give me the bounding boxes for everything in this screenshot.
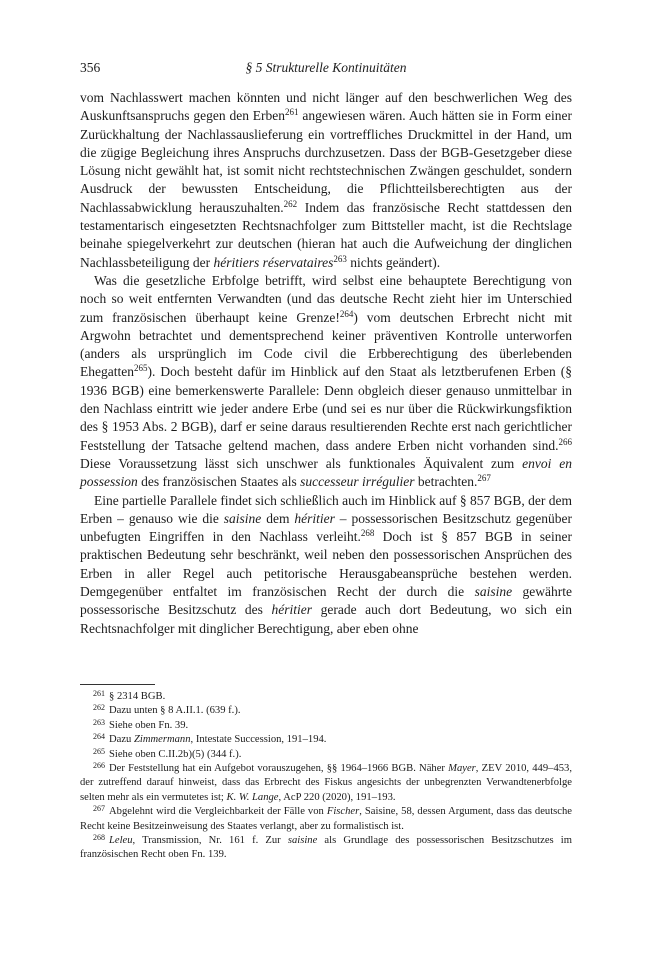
footnote-text [80, 835, 572, 860]
text-run: , Transmission, Nr. 161 f. Zur [132, 835, 288, 847]
text-run: Was die gesetzliche Erbfolge betrifft, wird selbst eine behauptete Berechtigung von noch so weit entfernten Verwandten (und das deutsche Recht zieht hier im Unterschied zum französischen überhaupt keine Grenze! [80, 272, 572, 325]
footnote-text [109, 720, 188, 731]
text-run: dem [261, 510, 295, 526]
footnote-number: 266 [93, 761, 105, 771]
text-run: § 2314 BGB. [109, 691, 166, 702]
text-run: angewiesen wären. Auch hätten sie in Form einer Zurückhaltung der Nachlassauslieferung ein vortreffliches Druckmittel in der Hand, um die zügige Begleichung ihres Anspruchs durchzusetzen. Dass der BGB-Gesetzgeber diese Lösung nicht gewählt hat, ist somit nicht rechtstechnischen Zwängen geschuldet, sondern Ausdruck der bewussten Entscheidung, die Pflichtteilsberechtigten aus der Nachlassabwicklung herauszuhalten. [80, 108, 572, 215]
footnote-number: 264 [93, 732, 105, 742]
text-run: Eine partielle Parallele findet sich schließlich auch im Hinblick auf § 857 BGB, der dem Erben – genauso wie die [80, 492, 572, 526]
text-run: betrachten. [414, 474, 478, 490]
italic-text: Zimmermann [134, 734, 191, 746]
italic-text: envoi en possession [80, 455, 572, 490]
text-run: Dazu [109, 734, 134, 746]
footnote-number: 263 [93, 717, 105, 727]
italic-text: héritier [271, 602, 313, 618]
text-run: , ZEV 2010, 449–453, der zutreffend darauf hinweist, dass das Erbrecht des Fiskus angesichts der unbegrenzten Verwandtenerbfolge selten mehr als ein vermutetes ist; [80, 763, 572, 803]
footnote-ref: 264 [339, 308, 354, 319]
footnote-266 [80, 762, 572, 805]
text-run: des französischen Staates als [137, 474, 301, 490]
text-run: Abgelehnt wird die Vergleichbarkeit der Fälle von [109, 806, 327, 818]
italic-text: Mayer [448, 763, 476, 775]
text-run: Siehe oben Fn. 39. [109, 719, 189, 731]
italic-text: héritier [294, 510, 335, 526]
text-run: , AcP 220 (2020), 191–193. [278, 791, 396, 803]
footnote-text [109, 734, 326, 745]
text-run: Siehe oben C.II.2b)(5) (344 f.). [109, 748, 242, 760]
footnote-268 [80, 834, 572, 863]
text-run: , Saisine, 58, dessen Argument, dass das deutsche Recht keine Besitzeinweisung des Staates verlangt, aber zu formalistisch ist. [80, 806, 572, 832]
body-paragraph-1 [80, 89, 572, 272]
footnote-ref: 262 [283, 198, 298, 209]
footnote-265 [80, 748, 572, 762]
footnote-text [109, 691, 165, 702]
text-run: nichts geändert). [346, 254, 441, 270]
footnote-263 [80, 719, 572, 733]
text-run: als Grundlage des possessorischen Besitzschutzes im französischen Recht oben Fn. 139. [80, 835, 572, 861]
italic-text: Leleu [109, 835, 133, 847]
page-header [80, 58, 572, 78]
italic-text: Fischer [326, 806, 360, 818]
text-run: ) vom deutschen Erbrecht nicht mit Argwohn betrachtet und dementsprechend keiner präventiven Kontrolle unterworfen (anders als ursprünglich im Code civil die Erbberechtigung des überlebenden Ehegatten [80, 309, 572, 380]
footnote-rule [80, 684, 155, 685]
footnote-number: 261 [93, 689, 105, 698]
footnote-ref: 266 [558, 436, 572, 447]
footnote-number: 268 [93, 833, 105, 843]
footnote-number: 267 [93, 804, 105, 814]
text-run: Diese Voraussetzung lässt sich unschwer als funktionales Äquivalent zum [80, 455, 523, 471]
footnote-ref: 261 [285, 107, 299, 118]
body-paragraph-3 [80, 492, 572, 638]
text-run: ). Doch besteht dafür im Hinblick auf den Staat als letztberufenen Erben (§ 1936 BGB) eine bemerkenswerte Parallele: Denn obgleich dieser genauso unmittelbar in den Nachlass eintritt wie jeder andere Erbe (und sei es nur über die Rückwirkungsfiktion des § 1953 Abs. 2 BGB), darf er seine daraus resultierenden Rechte erst nach gerichtlicher Feststellung der Tatsache geltend machen, dass andere Erben nicht vorhanden sind. [80, 364, 572, 453]
footnote-ref: 265 [133, 363, 148, 374]
text-run: Dazu unten § 8 A.II.1. (639 f.). [109, 705, 241, 717]
italic-text: saisine [223, 510, 262, 526]
text-run: Doch ist § 857 BGB in seiner praktischen Bedeutung sehr beschränkt, weil neben den possessorischen Ansprüchen des Erben in aller Regel auch petitorische Herausgabeansprüche bestehen werden. Demgegenüber entfaltet im französischen Recht der durch die [80, 529, 572, 600]
italic-text: saisine [287, 835, 318, 847]
italic-text: successeur irrégulier [300, 474, 415, 490]
footnote-text [109, 749, 241, 760]
body-paragraph-2 [80, 272, 572, 492]
footnote-267 [80, 805, 572, 834]
text-run: Indem das französische Recht stattdessen den testamentarisch eingesetzten Rechtsnachfolger zum Bittsteller macht, ist die Rechtslage beinahe spiegelverkehrt zur deutschen (hieran hat auch die Aufweichung der dinglichen Nachlassbeteiligung der [80, 199, 573, 270]
footnotes [80, 690, 572, 863]
footnote-261 [80, 690, 572, 704]
text-run: , Intestate Succession, 191–194. [190, 734, 327, 746]
footnote-ref: 268 [360, 528, 375, 539]
text-run: Der Feststellung hat ein Aufgebot vorauszugehen, §§ 1964–1966 BGB. Näher [109, 763, 449, 775]
footnote-ref: 263 [333, 253, 347, 264]
footnote-ref: 267 [477, 473, 491, 484]
footnote-text [80, 763, 572, 803]
running-title: § 5 Strukturelle Kontinuitäten [245, 60, 407, 75]
footnote-number: 262 [93, 703, 105, 713]
italic-text: K. W. Lange [226, 791, 279, 803]
text-run: gewährte possessorische Besitzschutz des [80, 584, 572, 618]
italic-text: héritiers réservataires [213, 254, 334, 270]
italic-text: saisine [474, 584, 513, 600]
text-run: vom Nachlasswert machen könnten und nicht länger auf den beschwerlichen Weg des Auskunftsanspruchs gegen den Erben [80, 90, 572, 124]
text-run: – possessorischen Besitzschutz gegenüber unbefugten Eingriffen in den Nachlass verleiht. [80, 510, 572, 545]
footnote-264 [80, 733, 572, 747]
main-text [80, 89, 572, 638]
footnote-text [109, 705, 241, 716]
footnote-text [80, 806, 572, 831]
page-number: 356 [80, 60, 101, 75]
footnote-number: 265 [93, 746, 105, 756]
text-run: gerade auch dort Bedeutung, wo sich ein Rechtsnachfolger mit dinglicher Berechtigung, aber eben ohne [80, 602, 572, 636]
footnote-262 [80, 704, 572, 718]
